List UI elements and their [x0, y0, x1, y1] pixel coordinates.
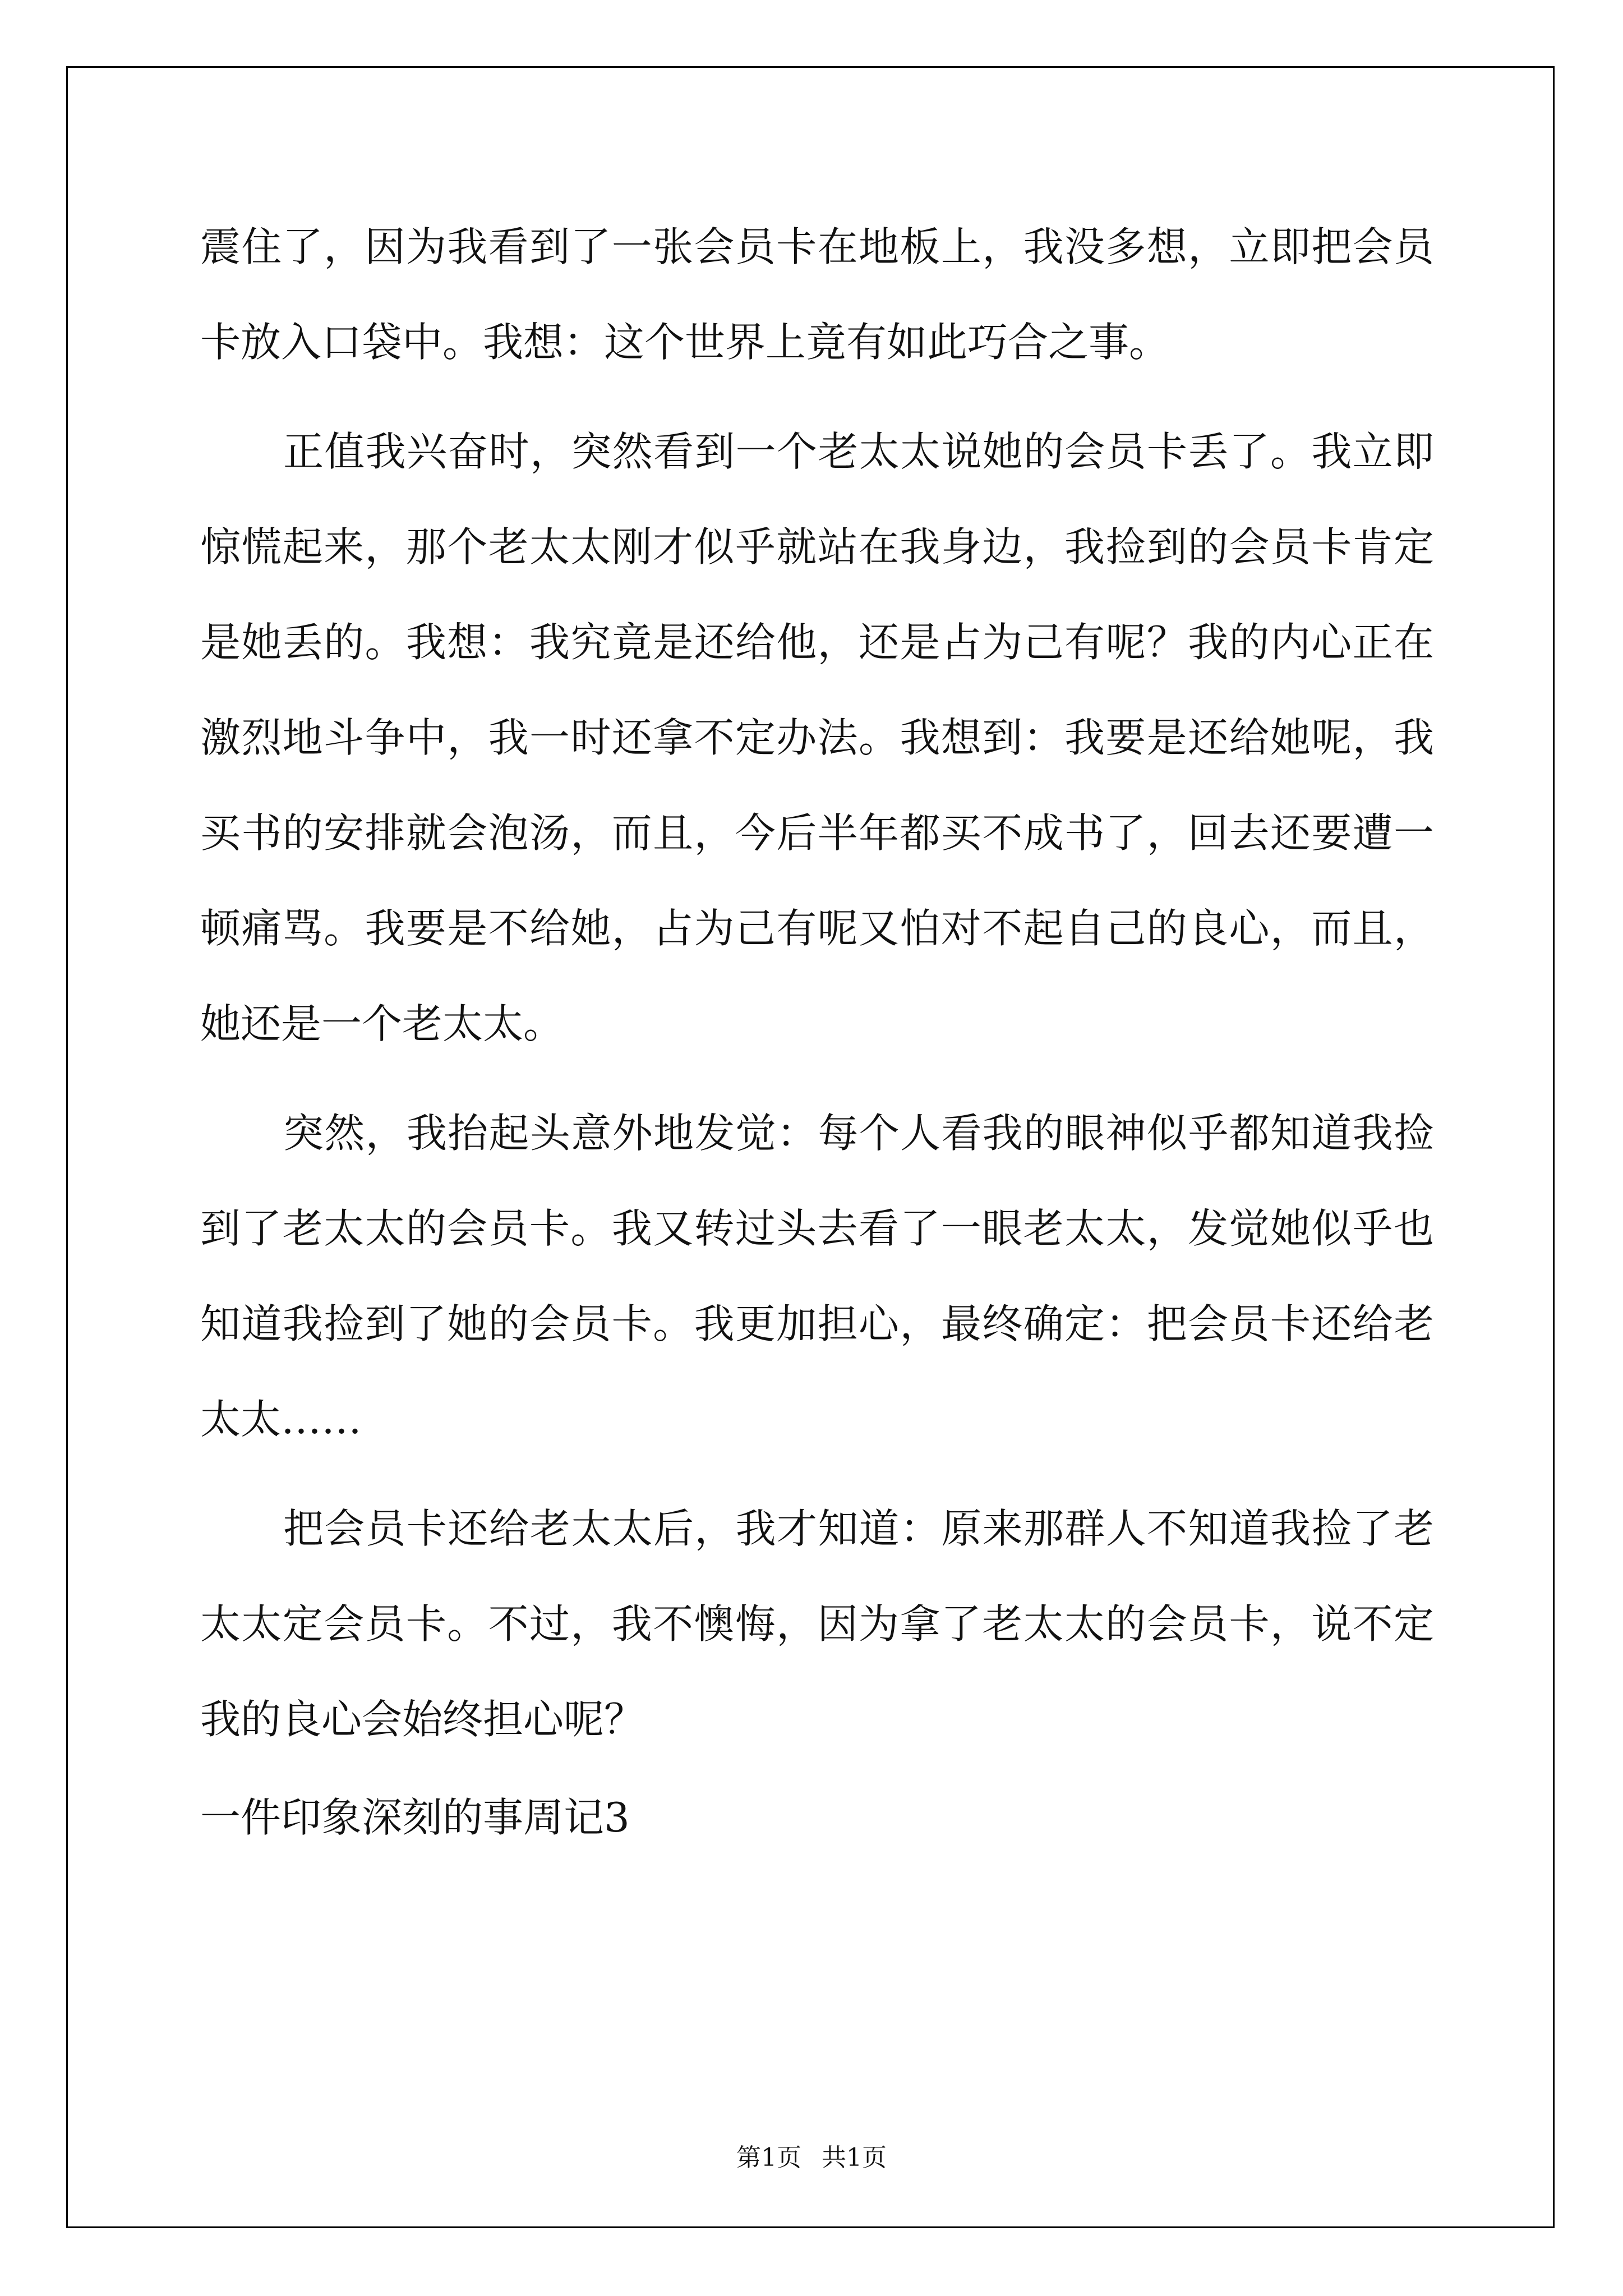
- text-line: 太太定会员卡。不过，我不懊悔，因为拿了老太太的会员卡，说不定: [200, 1600, 1434, 1648]
- text-line: 顿痛骂。我要是不给她，占为己有呢又怕对不起自己的良心，而且，: [200, 905, 1434, 952]
- page-total: 共1页: [822, 2143, 887, 2172]
- text-line: 震住了，因为我看到了一张会员卡在地板上，我没多想，立即把会员: [200, 223, 1434, 270]
- page-number: 第1页: [736, 2143, 801, 2172]
- text-line: 太太……: [200, 1396, 362, 1443]
- text-line: 到了老太太的会员卡。我又转过头去看了一眼老太太，发觉她似乎也: [200, 1205, 1434, 1252]
- text-line: 惊慌起来，那个老太太刚才似乎就站在我身边，我捡到的会员卡肯定: [200, 523, 1434, 570]
- text-line: 突然，我抬起头意外地发觉：每个人看我的眼神似乎都知道我捡: [283, 1110, 1434, 1157]
- text-line: 卡放入口袋中。我想：这个世界上竟有如此巧合之事。: [200, 319, 1170, 366]
- text-line: 激烈地斗争中，我一时还拿不定办法。我想到：我要是还给她呢，我: [200, 714, 1434, 761]
- text-line: 我的良心会始终担心呢？: [200, 1696, 645, 1743]
- text-line: 知道我捡到了她的会员卡。我更加担心，最终确定：把会员卡还给老: [200, 1300, 1434, 1347]
- text-line: 买书的安排就会泡汤，而且，今后半年都买不成书了，回去还要遭一: [200, 809, 1434, 857]
- text-line: 正值我兴奋时，突然看到一个老太太说她的会员卡丢了。我立即: [283, 428, 1434, 475]
- page-footer: [0, 2137, 1623, 2173]
- text-line: 把会员卡还给老太太后，我才知道：原来那群人不知道我捡了老: [283, 1505, 1434, 1552]
- text-line: 她还是一个老太太。: [200, 1000, 564, 1047]
- text-line: 是她丢的。我想：我究竟是还给他，还是占为己有呢？我的内心正在: [200, 619, 1434, 666]
- section-heading: 一件印象深刻的事周记3: [200, 1794, 630, 1841]
